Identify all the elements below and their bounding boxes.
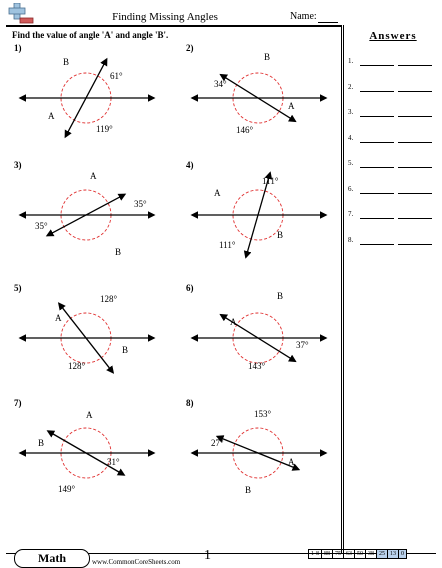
score-table [308, 549, 407, 559]
angle-letter-label: B [245, 485, 252, 495]
answer-number: 3. [348, 108, 354, 116]
angle-diagram [186, 43, 336, 153]
answer-row [348, 57, 442, 67]
angle-letter-label: B [115, 247, 122, 257]
answer-blank-b[interactable] [398, 193, 432, 194]
site-url: www.CommonCoreSheets.com [92, 558, 181, 566]
answer-blank-a[interactable] [360, 91, 394, 92]
problem-6 [186, 283, 346, 401]
answer-blank-a[interactable] [360, 142, 394, 143]
problem-2 [186, 43, 346, 161]
score-cell: 88 [322, 550, 333, 559]
angle-measure-label: 35° [35, 221, 48, 231]
answer-blank-b[interactable] [398, 218, 432, 219]
instructions: Find the value of angle 'A' and angle 'B'. [12, 30, 169, 40]
angle-letter-label: A [86, 410, 93, 420]
answer-blank-b[interactable] [398, 65, 432, 66]
page-title: Finding Missing Angles [112, 11, 218, 23]
score-cell: 75 [333, 550, 344, 559]
answer-row [348, 134, 442, 144]
angle-measure-label: 149° [58, 484, 76, 494]
answer-blank-b[interactable] [398, 91, 432, 92]
answer-number: 1. [348, 57, 354, 65]
problem-number: 7) [14, 398, 22, 408]
name-label: Name: [290, 11, 317, 22]
answer-number: 6. [348, 184, 354, 193]
problem-1 [14, 43, 174, 161]
answer-blank-b[interactable] [398, 244, 432, 245]
problem-8 [186, 398, 346, 516]
angle-measure-label: 61° [110, 71, 123, 81]
problem-number: 3) [14, 160, 22, 170]
answer-row [348, 236, 442, 246]
angle-diagram [14, 160, 164, 270]
answer-blank-b[interactable] [398, 116, 432, 117]
angle-letter-label: B [38, 438, 45, 448]
angle-measure-label: 34° [214, 79, 227, 89]
score-cell: 38 [366, 550, 377, 559]
answer-blank-b[interactable] [398, 167, 432, 168]
angle-letter-label: B [264, 52, 271, 62]
angle-measure-label: 111° [262, 176, 279, 186]
answer-blank-b[interactable] [398, 142, 432, 143]
answer-blank-a[interactable] [360, 193, 394, 194]
angle-measure-label: 37° [296, 340, 309, 350]
angle-letter-label: A [230, 317, 237, 327]
angle-measure-label: 128° [100, 294, 118, 304]
answer-blank-a[interactable] [360, 244, 394, 245]
score-cell: 25 [377, 550, 388, 559]
angle-diagram [186, 398, 336, 508]
answer-blank-a[interactable] [360, 65, 394, 66]
problem-number: 4) [186, 160, 194, 170]
score-cell: 13 [388, 550, 399, 559]
problem-3 [14, 160, 174, 278]
angle-letter-label: B [63, 57, 70, 67]
angle-diagram [14, 283, 164, 393]
angle-letter-label: B [122, 345, 129, 355]
answer-blank-a[interactable] [360, 218, 394, 219]
angle-diagram [14, 398, 164, 508]
angle-measure-label: 111° [219, 240, 236, 250]
angle-measure-label: 153° [254, 409, 272, 419]
angle-measure-label: 35° [134, 199, 147, 209]
answer-row [348, 210, 442, 220]
answer-row [348, 159, 442, 169]
answer-row [348, 108, 442, 118]
angle-letter-label: A [214, 188, 221, 198]
angle-letter-label: B [277, 291, 284, 301]
angle-letter-label: A [55, 313, 62, 323]
math-badge: Math [14, 549, 90, 568]
angle-diagram [14, 43, 164, 153]
page-number: 1 [204, 548, 211, 563]
angle-letter-label: A [90, 171, 97, 181]
answers-title: Answers [369, 30, 417, 42]
problem-number: 2) [186, 43, 194, 53]
score-cell: 63 [344, 550, 355, 559]
name-field-line[interactable] [318, 22, 338, 23]
angle-letter-label: A [288, 101, 295, 111]
answer-number: 5. [348, 159, 354, 167]
problem-number: 6) [186, 283, 194, 293]
angle-letter-label: A [48, 111, 55, 121]
angle-measure-label: 119° [96, 124, 113, 134]
problem-7 [14, 398, 174, 516]
answer-number: 2. [348, 82, 354, 91]
header-rule [6, 25, 342, 27]
answer-number: 4. [348, 133, 354, 142]
angle-diagram [186, 160, 336, 270]
problem-number: 8) [186, 398, 194, 408]
angle-measure-label: 143° [248, 361, 266, 371]
problem-4 [186, 160, 346, 278]
angle-measure-label: 31° [107, 457, 120, 467]
answer-number: 8. [348, 235, 354, 244]
angle-measure-label: 146° [236, 125, 254, 135]
problem-number: 5) [14, 283, 22, 293]
score-cell: 0 [399, 550, 407, 559]
problem-5 [14, 283, 174, 401]
angle-measure-label: 27° [211, 438, 224, 448]
answer-row [348, 83, 442, 93]
answer-row [348, 185, 442, 195]
angle-letter-label: A [288, 457, 295, 467]
score-range-cell: 1-8 [309, 550, 322, 559]
problem-number: 1) [14, 43, 22, 53]
score-cell: 50 [355, 550, 366, 559]
answer-number: 7. [348, 210, 354, 218]
angle-measure-label: 128° [68, 361, 86, 371]
answer-blank-a[interactable] [360, 167, 394, 168]
answer-blank-a[interactable] [360, 116, 394, 117]
angle-letter-label: B [277, 230, 284, 240]
angle-diagram [186, 283, 336, 393]
